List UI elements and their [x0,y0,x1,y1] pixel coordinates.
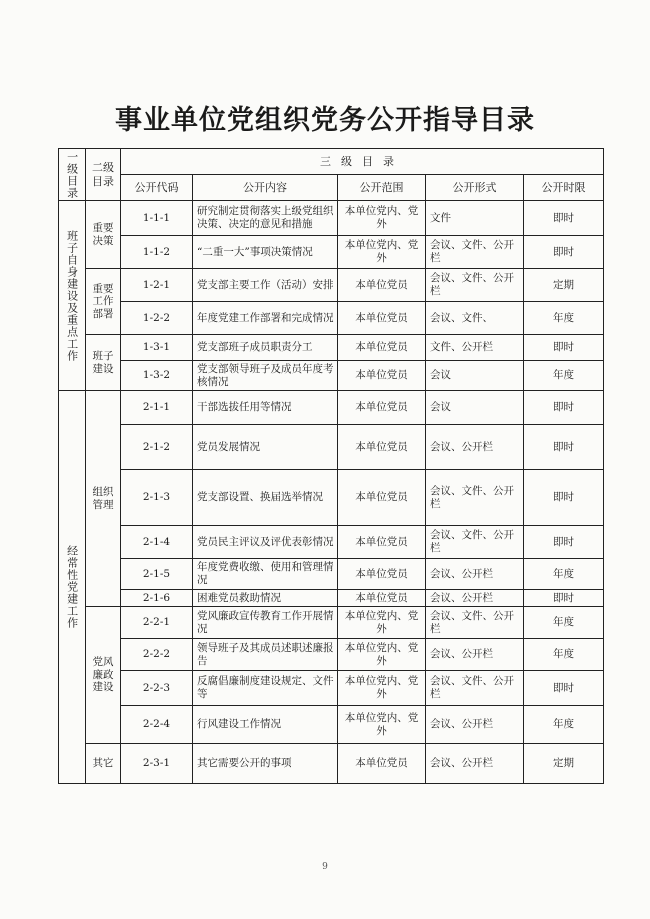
table-cell-deadline: 年度 [524,706,604,744]
table-cell-code: 1-3-1 [121,335,193,361]
level2-cell: 重要工作部署 [86,269,121,335]
level1-cell: 班子自身建设及重点工作 [59,201,86,391]
table-cell-code: 2-2-4 [121,706,193,744]
header-level2: 二级目录 [86,149,121,201]
level2-cell: 班子建设 [86,335,121,391]
table-cell-code: 1-2-2 [121,302,193,335]
table-cell-scope: 本单位党员 [338,425,426,470]
table-cell-content: “二重一大”事项决策情况 [193,236,338,269]
table-cell-form: 会议、文件、 [426,302,524,335]
level2-cell: 党风廉政建设 [86,607,121,744]
header-level1: 一级目录 [59,149,86,201]
table-cell-deadline: 年度 [524,559,604,590]
table-cell-code: 2-1-6 [121,590,193,607]
table-cell-form: 会议 [426,391,524,425]
table-cell-code: 2-2-3 [121,671,193,706]
table-cell-deadline: 即时 [524,335,604,361]
table-cell-content: 党支部领导班子及成员年度考核情况 [193,361,338,391]
table-cell-scope: 本单位党内、党外 [338,236,426,269]
table-cell-form: 会议、公开栏 [426,744,524,784]
table-cell-content: 其它需要公开的事项 [193,744,338,784]
table-cell-content: 年度党建工作部署和完成情况 [193,302,338,335]
table-cell-content: 党支部设置、换届选举情况 [193,470,338,526]
table-cell-form: 会议、公开栏 [426,639,524,671]
table-cell-code: 1-1-1 [121,201,193,236]
catalog-table [58,148,604,784]
table-cell-scope: 本单位党员 [338,470,426,526]
table-cell-scope: 本单位党内、党外 [338,607,426,639]
table-cell-content: 行风建设工作情况 [193,706,338,744]
table-cell-deadline: 即时 [524,590,604,607]
table-cell-deadline: 即时 [524,526,604,559]
table-cell-code: 1-2-1 [121,269,193,302]
table-cell-scope: 本单位党员 [338,391,426,425]
table-cell-code: 2-1-1 [121,391,193,425]
header-level3: 三级目录 [121,149,604,175]
header-form: 公开形式 [426,175,524,201]
table-cell-code: 2-1-5 [121,559,193,590]
table-cell-scope: 本单位党内、党外 [338,671,426,706]
table-cell-deadline: 年度 [524,639,604,671]
table-cell-deadline: 年度 [524,302,604,335]
table-cell-code: 2-3-1 [121,744,193,784]
level1-cell: 经常性党建工作 [59,391,86,784]
table-cell-content: 领导班子及其成员述职述廉报告 [193,639,338,671]
table-cell-content: 党员发展情况 [193,425,338,470]
table-cell-content: 党支部班子成员职责分工 [193,335,338,361]
table-cell-code: 1-3-2 [121,361,193,391]
table-cell-form: 会议、文件、公开栏 [426,236,524,269]
level2-cell: 组织管理 [86,391,121,607]
table-cell-code: 2-2-2 [121,639,193,671]
table-cell-deadline: 即时 [524,425,604,470]
table-cell-code: 2-1-2 [121,425,193,470]
table-cell-form: 会议 [426,361,524,391]
table-cell-scope: 本单位党内、党外 [338,639,426,671]
table-cell-form: 会议、文件、公开栏 [426,607,524,639]
table-cell-code: 2-1-3 [121,470,193,526]
table-cell-form: 会议、文件、公开栏 [426,269,524,302]
table-cell-scope: 本单位党内、党外 [338,201,426,236]
table-cell-content: 研究制定贯彻落实上级党组织决策、决定的意见和措施 [193,201,338,236]
header-code: 公开代码 [121,175,193,201]
page-number: 9 [322,862,328,872]
table-cell-code: 2-1-4 [121,526,193,559]
table-cell-scope: 本单位党员 [338,269,426,302]
table-cell-content: 年度党费收缴、使用和管理情况 [193,559,338,590]
table-cell-scope: 本单位党员 [338,361,426,391]
table-cell-scope: 本单位党内、党外 [338,706,426,744]
table-cell-code: 2-2-1 [121,607,193,639]
table-cell-content: 党风廉政宣传教育工作开展情况 [193,607,338,639]
level2-cell: 其它 [86,744,121,784]
table-cell-scope: 本单位党员 [338,559,426,590]
table-cell-content: 反腐倡廉制度建设规定、文件等 [193,671,338,706]
table-cell-deadline: 定期 [524,744,604,784]
header-scope: 公开范围 [338,175,426,201]
table-cell-scope: 本单位党员 [338,590,426,607]
table-cell-scope: 本单位党员 [338,302,426,335]
table-cell-deadline: 即时 [524,470,604,526]
table-cell-code: 1-1-2 [121,236,193,269]
table-cell-form: 会议、公开栏 [426,425,524,470]
table-cell-content: 困难党员救助情况 [193,590,338,607]
table-cell-deadline: 即时 [524,391,604,425]
table-cell-form: 会议、公开栏 [426,590,524,607]
table-cell-scope: 本单位党员 [338,335,426,361]
table-cell-content: 党员民主评议及评优表彰情况 [193,526,338,559]
table-cell-content: 干部选拔任用等情况 [193,391,338,425]
table-cell-form: 会议、公开栏 [426,706,524,744]
table-cell-form: 文件、公开栏 [426,335,524,361]
table-cell-deadline: 年度 [524,361,604,391]
table-cell-form: 会议、公开栏 [426,559,524,590]
table-cell-form: 会议、文件、公开栏 [426,671,524,706]
table-cell-scope: 本单位党员 [338,526,426,559]
table-cell-form: 文件 [426,201,524,236]
table-cell-deadline: 即时 [524,236,604,269]
table-cell-deadline: 即时 [524,201,604,236]
table-cell-deadline: 年度 [524,607,604,639]
table-cell-content: 党支部主要工作（活动）安排 [193,269,338,302]
table-cell-deadline: 定期 [524,269,604,302]
header-content: 公开内容 [193,175,338,201]
table-cell-deadline: 即时 [524,671,604,706]
header-deadline: 公开时限 [524,175,604,201]
table-cell-form: 会议、文件、公开栏 [426,526,524,559]
level2-cell: 重要决策 [86,201,121,269]
table-cell-form: 会议、文件、公开栏 [426,470,524,526]
table-cell-scope: 本单位党员 [338,744,426,784]
page-title: 事业单位党组织党务公开指导目录 [115,105,535,136]
